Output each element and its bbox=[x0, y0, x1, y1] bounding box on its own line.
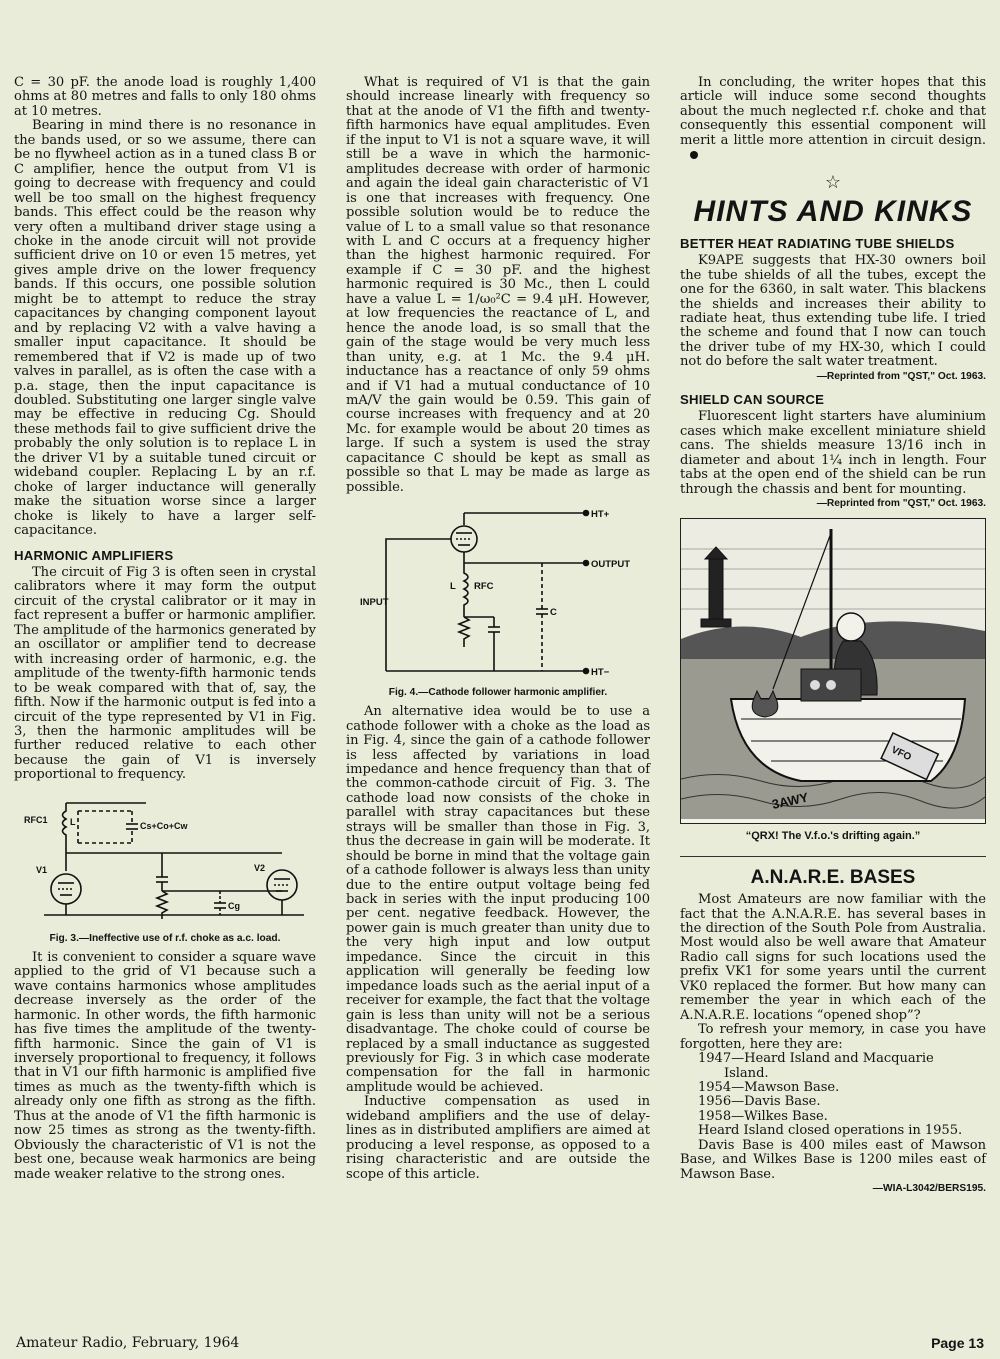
anare-bases-heading: A.N.A.R.E. BASES bbox=[750, 867, 916, 889]
section-divider bbox=[680, 856, 986, 857]
cartoon-caption: “QRX! The V.f.o.'s drifting again.” bbox=[745, 830, 921, 843]
figure-3 bbox=[14, 791, 316, 945]
star-icon: ☆ bbox=[824, 171, 842, 193]
fig3-label-v2: V2 bbox=[254, 862, 266, 873]
fig3-schematic bbox=[14, 791, 316, 931]
fig4-schematic bbox=[346, 503, 650, 685]
section-heading-shield-can: SHIELD CAN SOURCE bbox=[680, 391, 825, 407]
list-item: Island. bbox=[724, 1065, 769, 1081]
bases-list bbox=[680, 1052, 986, 1124]
footer-publication: Amateur Radio, February, 1964 bbox=[16, 1335, 240, 1351]
section-heading-tube-shields: BETTER HEAT RADIATING TUBE SHIELDS bbox=[680, 235, 955, 251]
fig3-label-cg: Cg bbox=[228, 900, 240, 911]
paragraph: It is convenient to consider a square wave applied to the grid of V1 because such a wave contains harmonics whose amplitudes decrease inversely as the order of the harmonic. In other words, the fifth harmonic has five times the amplitude of the twenty-fifth harmonic. Since the gain of V1 is inversely proportional to frequency, it follows that in V1 our fifth harmonic is amplified five times as much as the twenty-fifth which is already only one fifth as strong as the fifth. Thus at the anode of V1 the fifth harmonic is now 25 times as strong as the twenty-fifth. Obviously the characteristic of V1 is not the best one, because weak harmonics are being made weaker relative to the strong ones. bbox=[14, 949, 316, 1182]
conclusion-text: In concluding, the writer hopes that this article will induce some second thoughts about the much neglected r.f. choke and that consequently this essential component will merit a little more attention in circuit design. bbox=[680, 75, 986, 148]
fig4-label-ht-plus: HT+ bbox=[591, 509, 610, 521]
column-3 bbox=[680, 76, 986, 1195]
cartoon-illustration bbox=[681, 519, 985, 819]
cartoon-signature: 3AWY bbox=[770, 789, 810, 812]
paragraph: The circuit of Fig 3 is often seen in crystal calibrators where it may form the output circuit of the crystal calibrator or it may in fact represent a buffer or harmonic amplifier. The amplitude of the harmonics generated by an oscillator or amplifier tend to decrease with increasing order of harmonic, e.g. the amplitude of the twenty-fifth harmonic tends to be weak compared with that of, say, the fifth. Now if the harmonic output is fed into a circuit of the type represented by V1 in Fig. 3, then the harmonic amplitudes will be further reduced relative to each other because the gain of V1 is inversely proportional to frequency. bbox=[14, 565, 316, 783]
fig4-label-output: OUTPUT bbox=[591, 559, 631, 571]
paragraph: Fluorescent light starters have aluminium cases which make excellent miniature shield cans. The shields measure 13/16 inch in diameter and about 1¼ inch in length. Four tabs at the open end of the shield can be run through the chassis and bent for mounting. bbox=[680, 409, 986, 497]
fig3-label-v1: V1 bbox=[36, 864, 48, 875]
paragraph: C = 30 pF. the anode load is roughly 1,400 ohms at 80 metres and falls to only 180 ohms at 10 metres. bbox=[14, 75, 316, 119]
list-item: 1956—Davis Base. bbox=[698, 1094, 821, 1110]
paragraph: Davis Base is 400 miles east of Mawson Base, and Wilkes Base is 1200 miles east of Mawson Base. bbox=[680, 1137, 986, 1182]
list-item: 1947—Heard Island and Macquarie bbox=[698, 1051, 934, 1067]
fig4-label-rfc: RFC bbox=[474, 581, 494, 593]
paragraph: Most Amateurs are now familiar with the fact that the A.N.A.R.E. has several bases in the direction of the South Pole from Australia. Most would also be well aware that Amateur Radio call signs for such locations used the prefix VK1 for some years until the current VK0 replaced the former. But how many can remember the year in which each of the A.N.A.R.E. locations “opened shop”? bbox=[680, 892, 986, 1023]
column-2 bbox=[346, 76, 650, 1182]
paragraph: To refresh your memory, in case you have forgotten, here they are: bbox=[680, 1022, 986, 1052]
hints-and-kinks-heading: HINTS AND KINKS bbox=[693, 194, 973, 228]
paragraph: An alternative idea would be to use a cathode follower with a choke as the load as in Fig. 4, since the gain of a cathode follower is less affected by variations in load impedance and hence frequency than that of the common-cathode circuit of Fig. 3. The cathode load now consists of the choke in parallel with stray capacitances but these strays will be smaller than those in Fig. 3, thus the decrease in gain will be moderate. It should be borne in mind that the voltage gain of a cathode follower is always less than unity due to the entire output voltage being fed back in series with the input producing 100 per cent. negative feedback. However, the power gain is much greater than unity due to the very high input and low output impedance. Since the circuit in this application will generally be feeding low impedance loads such as the aerial input of a receiver for example, the fact that the voltage gain is less than unity will not be a serious disadvantage. The choke could of course be replaced by a small inductance as suggested previously for Fig. 3 in which case moderate compensation for the fall in harmonic amplitude would be achieved. bbox=[346, 704, 650, 1095]
list-item: 1958—Wilkes Base. bbox=[698, 1108, 828, 1124]
paragraph: Heard Island closed operations in 1955. bbox=[698, 1123, 963, 1139]
list-item: 1954—Mawson Base. bbox=[698, 1079, 840, 1095]
section-heading-harmonic-amplifiers: HARMONIC AMPLIFIERS bbox=[14, 547, 174, 563]
cartoon-box-label: VFO bbox=[889, 744, 913, 764]
paragraph-conclusion bbox=[680, 76, 986, 163]
fig4-label-l: L bbox=[450, 581, 456, 593]
reprint-credit: —Reprinted from "QST," Oct. 1963. bbox=[816, 370, 986, 382]
end-of-article-bullet bbox=[690, 151, 698, 159]
fig3-caption: Fig. 3.—Ineffective use of r.f. choke as a.c. load. bbox=[49, 932, 281, 944]
paragraph: What is required of V1 is that the gain should increase linearly with frequency so that at the anode of V1 the fifth and twenty-fifth harmonics have equal amplitudes. Even if the input to V1 is not a square wave, it will still be a wave in which the harmonic-amplitudes decrease with order of harmonic and again the ideal gain characteristic of V1 is one that increases with frequency. One possible solution would be to reduce the value of L to a small value so that resonance with L and C occurs at a frequency higher than the highest harmonic required. For example if C = 30 pF. and the highest harmonic required is 30 Mc., then L could have a value L = 1/ω₀²C = 9.4 μH. However, at low frequencies the reactance of L, and hence the anode load, is so small that the gain of the stage would be very much less than unity, e.g. at 1 Mc. the 9.4 μH. inductance has a reactance of only 59 ohms and if V1 had a mutual conductance of 10 mA/V the gain would be 0.59. This gain of course increases with frequency and at 20 Mc. for example would be about 20 times as large. If such a system is used the stray capacitance C should be kept as small as possible so that L may be made as large as possible. bbox=[346, 75, 650, 495]
paragraph: Inductive compensation as used in wideband amplifiers and the use of delay-lines as in distributed amplifiers are aimed at producing a level response, as opposed to a rising characteristic and are outside the scope of this article. bbox=[346, 1094, 650, 1182]
fig4-label-ht-minus: HT− bbox=[591, 667, 610, 679]
fig4-label-c: C bbox=[550, 607, 557, 619]
paragraph: K9APE suggests that HX-30 owners boil the tube shields of all the tubes, except the one for the 6360, in salt water. This blackens the shields and increases their ability to radiate heat, thus extending tube life. I tried the scheme and found that I now can touch the driver tube of my HX-30, which I could not do before the salt water treatment. bbox=[680, 253, 986, 370]
fig3-label-l: L bbox=[70, 816, 76, 827]
fig4-label-input: INPUT bbox=[360, 597, 389, 609]
cartoon bbox=[680, 518, 986, 824]
source-credit: —WIA-L3042/BERS195. bbox=[872, 1183, 986, 1195]
footer-page-number: Page 13 bbox=[931, 1335, 984, 1351]
fig3-label-cs: Cs+Co+Cw bbox=[140, 820, 188, 831]
fig3-label-rfc: RFC1 bbox=[24, 814, 48, 825]
fig4-caption: Fig. 4.—Cathode follower harmonic amplifier. bbox=[388, 687, 608, 699]
paragraph: Bearing in mind there is no resonance in the bands used, or so we assume, there can be no flywheel action as in a tuned class B or C amplifier, hence the output from V1 is going to decrease with frequency and could well be too small on the highest frequency bands. This effect could be the reason why very often a multiband driver stage using a choke in the anode circuit will not provide sufficient drive on 10 or even 15 metres, yet gives ample drive on the lower frequency bands. If this occurs, one possible solution might be to attempt to reduce the stray capacitances by changing component layout and by replacing V2 with a valve having a smaller input capacitance. It should be remembered that if V2 is made up of two valves in parallel, as is often the case with a p.a. stage, then the input capacitance is doubled. Substituting one larger single valve may be effective in reducing Cg. Should these methods fail to give sufficient drive the probably the only solution is to replace L in the driver V1 by a suitable tuned circuit or wideband coupler. Replacing L by an r.f. choke of larger inductance will generally make the situation worse since a larger choke is likely to have a larger self-capacitance. bbox=[14, 118, 316, 539]
figure-4 bbox=[346, 503, 650, 699]
column-1 bbox=[14, 76, 316, 1182]
reprint-credit: —Reprinted from "QST," Oct. 1963. bbox=[816, 498, 986, 510]
